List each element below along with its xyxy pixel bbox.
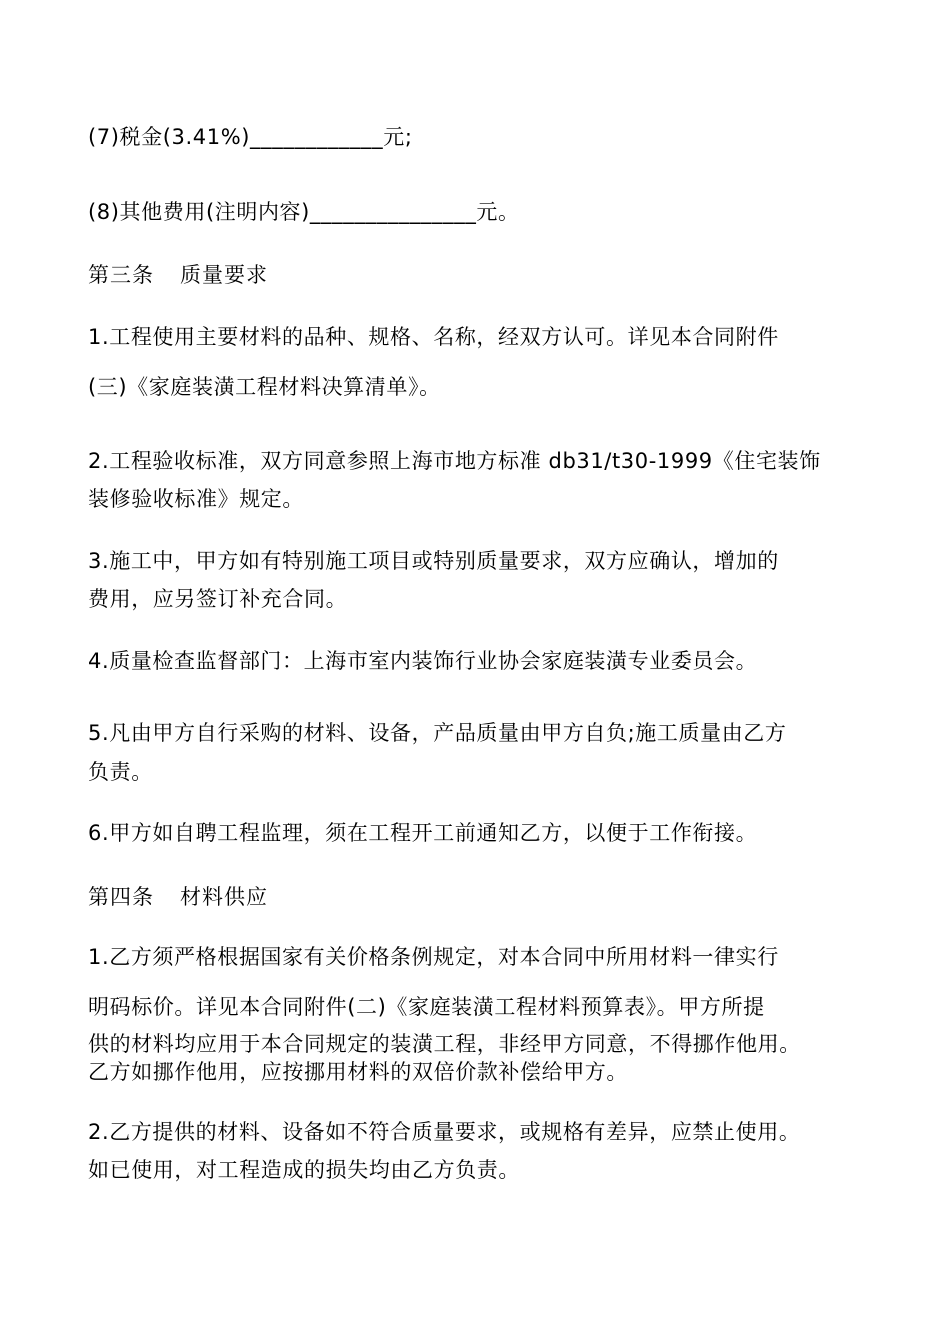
section-4-heading <box>88 882 880 912</box>
section-4-item-1-line-2: 明码标价。详见本合同附件(二)《家庭装潢工程材料预算表》。甲方所提 <box>88 995 765 1019</box>
section-4-item-1-line-1: 1.乙方须严格根据国家有关价格条例规定，对本合同中所用材料一律实行 <box>88 945 779 969</box>
section-4-item-1-line-4: 乙方如挪作他用，应按挪用材料的双倍价款补偿给甲方。 <box>88 1060 628 1084</box>
section-3-item-5-line-2: 负责。 <box>88 760 153 784</box>
section-3-item-2-line-2: 装修验收标准》规定。 <box>88 487 304 511</box>
section-3-item-4: 4.质量检查监督部门：上海市室内装饰行业协会家庭装潢专业委员会。 <box>88 649 758 673</box>
other-fees-item: (8)其他费用(注明内容)_______________元。 <box>88 200 520 224</box>
section-3-item-1-line-2: (三)《家庭装潢工程材料决算清单》。 <box>88 375 441 399</box>
section-3-heading <box>88 260 880 290</box>
section-4-item-2-line-1: 2.乙方提供的材料、设备如不符合质量要求，或规格有差异，应禁止使用。 <box>88 1120 801 1144</box>
tax-item: (7)税金(3.41%)____________元; <box>88 125 413 149</box>
section-4-item-2-line-2: 如已使用，对工程造成的损失均由乙方负责。 <box>88 1158 520 1182</box>
section-3-title: 质量要求 <box>180 263 268 287</box>
section-4-item-1-line-3: 供的材料均应用于本合同规定的装潢工程，非经甲方同意，不得挪作他用。 <box>88 1032 801 1056</box>
section-4-title: 材料供应 <box>180 885 268 909</box>
section-3-item-1-line-1: 1.工程使用主要材料的品种、规格、名称，经双方认可。详见本合同附件 <box>88 325 779 349</box>
section-3-item-3-line-1: 3.施工中，甲方如有特别施工项目或特别质量要求，双方应确认，增加的 <box>88 549 779 573</box>
section-3-item-5-line-1: 5.凡由甲方自行采购的材料、设备，产品质量由甲方自负;施工质量由乙方 <box>88 721 787 745</box>
section-4-number: 第四条 <box>88 885 154 909</box>
section-3-number: 第三条 <box>88 263 154 287</box>
section-3-item-6: 6.甲方如自聘工程监理，须在工程开工前通知乙方，以便于工作衔接。 <box>88 821 758 845</box>
section-3-item-2-line-1: 2.工程验收标准，双方同意参照上海市地方标准 db31/t30-1999《住宅装饰 <box>88 449 821 473</box>
section-3-item-3-line-2: 费用，应另签订补充合同。 <box>88 587 348 611</box>
